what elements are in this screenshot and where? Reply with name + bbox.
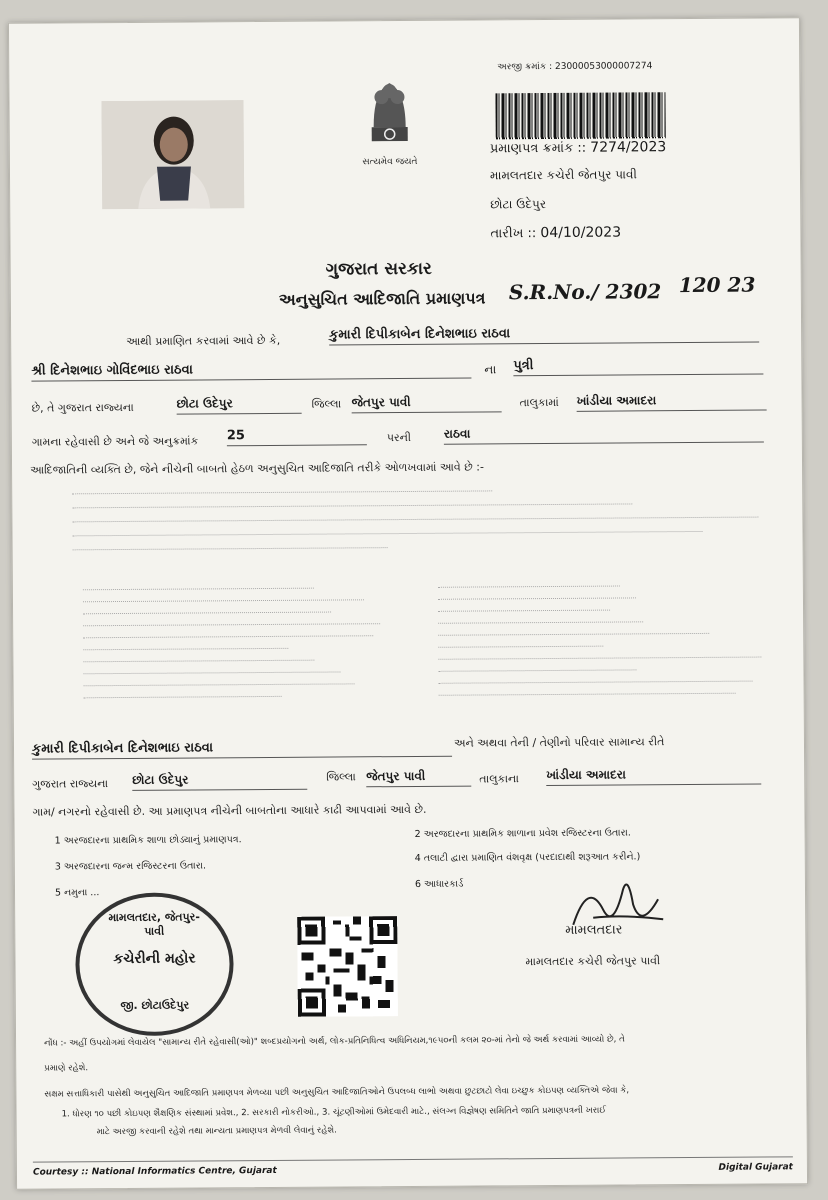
qr-code — [297, 916, 398, 1017]
signatory-title: મામલતદાર — [565, 922, 623, 938]
intro-text: આથી પ્રમાણિત કરવામાં આવે છે કે, — [126, 333, 281, 348]
ashoka-emblem-icon — [349, 71, 430, 152]
certificate-number: પ્રમાણપત્ર ક્રમાંક :: 7274/2023 — [489, 139, 667, 157]
footer-courtesy: Courtesy :: National Informatics Centre, Gujarat — [32, 1165, 277, 1178]
taluka-label-2: તાલુકાના — [479, 772, 519, 786]
applicant-name-repeat: કુમારી દિપીકાબેન દિનેશભાઇ રાઠવા — [32, 739, 452, 760]
doc-item-6: 6 આધારકાર્ડ — [414, 878, 464, 890]
applicant-photo — [101, 100, 244, 209]
note-1: નોંધ :- અહીં ઉપયોગમાં લેવાયેલ "સામાન્ય રીતે રહેવાસી(ઓ)" શબ્દપ્રયોગનો અર્થ, લોક-પ્રતિનિધિત્વ અધિનિયમ,૧૯૫૦ની કલમ ૨૦-માં તેનો જે અર્થ કરવામાં આવ્યો છે, તે — [44, 1034, 625, 1049]
state-emblem — [349, 71, 430, 167]
certificate-title: અનુસુચિત આદિજાતિ પ્રમાણપત્ર — [278, 288, 486, 309]
note-2: સક્ષમ સત્તાધિકારી પાસેથી અનુસુચિત આદિજાતિ પ્રમાણપત્ર મેળવ્યા પછી અનુસુચિત આદિજાતિઓને ઉપલબ્ધ લાભો અથવા છુટછાટો લેવા ઇચ્છુક કોઇપણ વ્યક્તિએ જેવા કે, — [44, 1085, 630, 1100]
doc-item-2: 2 અરજદારના પ્રાથમિક શાળાના પ્રવેશ રજિસ્ટરના ઉતારા. — [414, 827, 631, 840]
par-text: પરની — [386, 430, 412, 445]
issue-date: તારીખ :: 04/10/2023 — [490, 224, 622, 242]
district-value-2: છોટા ઉદેપુર — [132, 772, 307, 791]
doc-item-3: 3 અરજદારના જન્મ રજિસ્ટરના ઉતારા. — [54, 860, 206, 873]
note-4: માટે અરજી કરવાની રહેશે તથા માન્યતા પ્રમાણપત્ર મેળવી લેવાનું રહેશે. — [96, 1125, 337, 1138]
state-prefix: છે, તે ગુજરાત રાજ્યના — [31, 400, 134, 415]
application-number: અરજી ક્રમાંક : 23000053000007274 — [497, 61, 653, 73]
emblem-motto: સત્યમેવ જયતે — [362, 156, 418, 168]
tribe-value: રાઠવા — [444, 425, 764, 445]
legal-references-block — [72, 474, 772, 549]
state-prefix-2: ગુજરાત રાજ્યના — [32, 777, 109, 791]
taluka-value-2: જેતપુર પાવી — [366, 769, 471, 788]
district-value: છોટા ઉદેપુર — [177, 396, 302, 415]
doc-item-1: 1 અરજદારના પ્રાથમિક શાળા છોડ્યાનું પ્રમાણપત્ર. — [54, 834, 242, 847]
district-label: જિલ્લા — [311, 397, 342, 411]
village-value: ખાંડીયા અમાદરા — [577, 392, 767, 411]
na-text: ના — [484, 362, 497, 377]
note-1b: પ્રમાણે રહેશે. — [44, 1063, 89, 1074]
taluka-value: જેતપુર પાવી — [352, 394, 502, 413]
basis-text: ગામ/ નગરનો રહેવાસી છે. આ પ્રમાણપત્ર નીચેની બાબતોના આધારે કાઢી આપવામાં આવે છે. — [32, 802, 427, 819]
tribe-line: આદિજાતિની વ્યક્તિ છે, જેને નીચેની બાબતો હેઠળ અનુસુચિત આદિજાતિ તરીકે ઓળખવામાં આવે છે :- — [30, 460, 484, 477]
sr-number: S.R.No./ 2302 — [508, 279, 662, 305]
district-label-2: જિલ્લા — [326, 770, 356, 784]
government-title: ગુજરાત સરકાર — [325, 258, 432, 280]
applicant-name: કુમારી દિપીકાબેન દિનેશભાઇ રાઠવા — [329, 325, 759, 346]
taluka-label: તાલુકામાં — [519, 395, 559, 410]
office-seal: મામલતદાર, જેતપુર-પાવી કચેરીની મહોર જી. છોટાઉદેપુર — [75, 892, 234, 1036]
office-line-2: છોટા ઉદેપુર — [490, 197, 547, 212]
signatory-office: મામલતદાર કચેરી જેતપુર પાવી — [525, 954, 661, 969]
legal-references-left — [83, 576, 414, 708]
barcode — [495, 92, 665, 139]
father-name: શ્રી દિનેશભાઇ ગોવિંદભાઇ રાઠવા — [31, 361, 471, 382]
doc-item-5: 5 નમુના ... — [54, 887, 100, 899]
family-text: અને અથવા તેની / તેણીનો પરિવાર સામાન્ય રીતે — [453, 735, 665, 750]
note-3: 1. ધોરણ ૧૦ પછી કોઇપણ શૈક્ષણિક સંસ્થામાં પ્રવેશ., 2. સરકારી નોકરીઓ., 3. ચૂંટણીઓમાં ઉમેદવારી માટે., સંલગ્ન વિજ્ઞેષણ સમિતિને જાતિ પ્રમાણપત્રની ખરાઈ — [61, 1105, 607, 1120]
relation: પુત્રી — [513, 357, 763, 377]
office-line-1: મામલતદાર કચેરી જેતપુર પાવી — [489, 167, 637, 183]
certificate-page — [8, 17, 808, 1190]
footer — [33, 1156, 793, 1184]
serial-number: 25 — [227, 427, 367, 446]
legal-references-right — [438, 573, 769, 705]
footer-digital-gujarat: Digital Gujarat — [718, 1162, 793, 1173]
sr-year: 120 23 — [678, 272, 756, 298]
resident-text: ગામના રહેવાસી છે અને જે અનુક્રમાંક — [31, 434, 199, 449]
doc-item-4: 4 તલાટી દ્વારા પ્રમાણિત વંશવૃક્ષ (પરદાદાથી શરૂઆત કરીને.) — [414, 851, 641, 864]
village-value-2: ખાંડીયા અમાદરા — [546, 767, 761, 787]
